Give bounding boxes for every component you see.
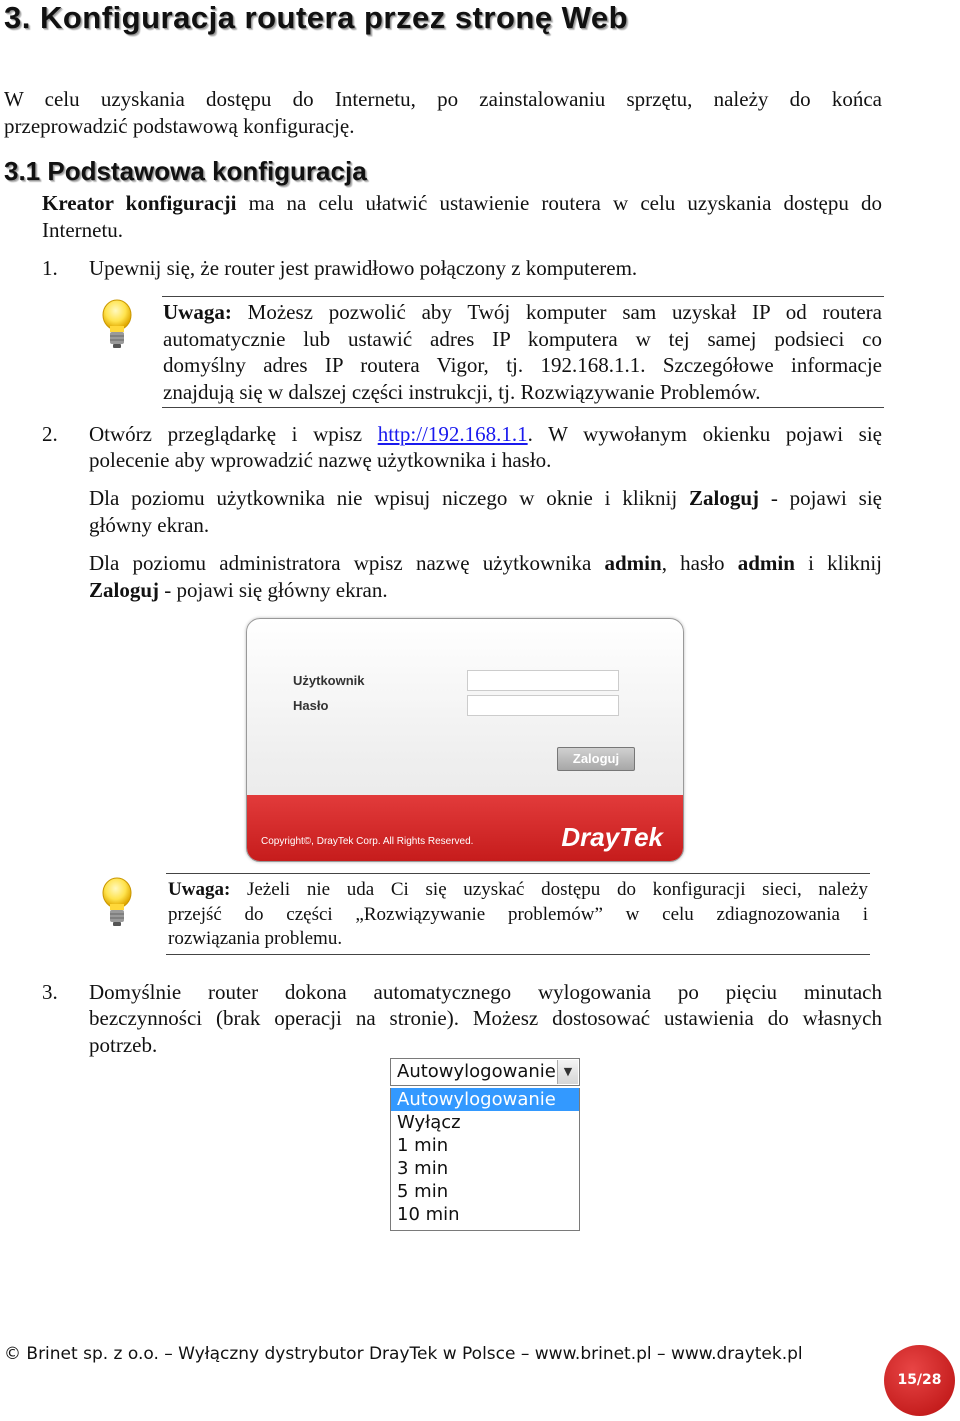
step-2-para-3-bold-1: admin — [604, 551, 662, 575]
dropdown-options-list — [390, 1088, 580, 1231]
step-3-line-2: bezczynności (brak operacji na stronie). Możesz dostosować ustawienia do własnych — [89, 1006, 882, 1030]
step-2-para-3-bold-2: admin — [737, 551, 795, 575]
note-2-text-1: Jeżeli nie uda Ci się uzyskać dostępu do konfiguracji sieci, należy — [230, 879, 868, 900]
dropdown-option[interactable]: 5 min — [397, 1181, 449, 1202]
dropdown-option[interactable]: Wyłącz — [397, 1112, 461, 1133]
note-1-bottom-rule — [162, 407, 884, 408]
step-2-para-3-mid: , hasło — [661, 551, 738, 575]
step-2-para-3 — [89, 550, 882, 577]
note-1-label: Uwaga: — [163, 300, 232, 324]
note-2-line-3: rozwiązania problemu. — [168, 928, 343, 949]
intro-line-1: W celu uzyskania dostępu do Internetu, po zainstalowaniu sprzętu, należy do końca — [4, 87, 882, 111]
step-2-text: Otwórz przeglądarkę i wpisz — [89, 422, 378, 446]
step-1-number: 1. — [42, 256, 58, 280]
step-2-para-2-bold: Zaloguj — [689, 486, 760, 510]
draytek-logo: DrayTek — [561, 822, 663, 852]
note-2-line-2: przejść do części „Rozwiązywanie problemów” w celu zdiagnozowania i — [168, 904, 868, 925]
note-1-line-4: znajdują się w dalszej części instrukcji, tj. Rozwiązywanie Problemów. — [163, 380, 761, 404]
step-2-para-3-bold-3: Zaloguj — [89, 578, 160, 602]
note-1-line-1 — [163, 299, 882, 326]
chevron-down-icon[interactable]: ▼ — [557, 1060, 578, 1084]
step-2-para-3-text: Dla poziomu administratora wpisz nazwę użytkownika — [89, 551, 605, 575]
auto-logout-dropdown[interactable] — [390, 1058, 580, 1231]
step-2-number: 2. — [42, 422, 58, 446]
note-1-line-3: domyślny adres IP routera Vigor, tj. 192.168.1.1. Szczegółowe informacje — [163, 353, 882, 377]
page-number-badge: 15/28 — [884, 1345, 955, 1416]
section-title: 3.1 Podstawowa konfiguracja — [4, 156, 367, 186]
section-lead-line-2: Internetu. — [42, 218, 124, 242]
dropdown-option[interactable]: 1 min — [397, 1135, 449, 1156]
login-screenshot — [246, 618, 684, 862]
note-2-label: Uwaga: — [168, 879, 231, 900]
step-3-line-1: Domyślnie router dokona automatycznego wylogowania po pięciu minutach — [89, 980, 882, 1004]
note-1-text-1: Możesz pozwolić aby Twój komputer sam uzyskał IP od routera — [231, 300, 882, 324]
step-3-line-3: potrzeb. — [89, 1033, 158, 1057]
login-footer-bar — [247, 795, 683, 861]
page-heading: 3. Konfiguracja routera przez stronę Web — [4, 0, 629, 35]
note-1-line-2: automatycznie lub ustawić adres IP komputera w tej samej podsieci co — [163, 327, 882, 351]
dropdown-option[interactable]: 10 min — [397, 1204, 460, 1225]
section-lead-text: ma na celu ułatwić ustawienie routera w celu uzyskania dostępu do — [236, 191, 883, 215]
step-2-para-2-after: - pojawi się — [759, 486, 882, 510]
intro-line-2: przeprowadzić podstawową konfigurację. — [4, 114, 355, 138]
login-button[interactable]: Zaloguj — [557, 747, 635, 771]
dropdown-selected-value: Autowylogowanie — [397, 1061, 556, 1082]
note-2-line-1 — [168, 877, 868, 902]
section-lead-bold: Kreator konfiguracji — [42, 191, 237, 215]
auto-logout-select[interactable] — [390, 1058, 580, 1086]
lightbulb-icon — [100, 876, 134, 933]
dropdown-option[interactable]: Autowylogowanie — [391, 1088, 579, 1111]
password-input[interactable] — [467, 695, 619, 716]
dropdown-option[interactable]: 3 min — [397, 1158, 449, 1179]
step-2-text-after: . W wywołanym okienku pojawi się — [527, 422, 882, 446]
step-1-text: Upewnij się, że router jest prawidłowo połączony z komputerem. — [89, 256, 638, 280]
step-2-para-3-after: i kliknij — [794, 551, 882, 575]
step-2-line-1 — [89, 421, 882, 448]
login-copyright: Copyright©, DrayTek Corp. All Rights Reserved. — [261, 836, 474, 847]
step-2-para-3-line-2-text: - pojawi się główny ekran. — [159, 578, 388, 602]
section-lead — [42, 190, 882, 217]
password-label: Hasło — [293, 698, 329, 713]
lightbulb-icon — [100, 298, 134, 355]
note-2-top-rule — [166, 873, 870, 874]
step-2-para-2-line-2: główny ekran. — [89, 513, 210, 537]
router-address-link[interactable]: http://192.168.1.1 — [377, 422, 528, 446]
username-input[interactable] — [467, 670, 619, 691]
page-footer: © Brinet sp. z o.o. – Wyłączny dystrybutor DrayTek w Polsce – www.brinet.pl – www.draytek.pl — [4, 1344, 803, 1364]
note-2-bottom-rule — [166, 954, 870, 955]
step-3-number: 3. — [42, 980, 58, 1004]
step-2-para-2-text: Dla poziomu użytkownika nie wpisuj niczego w oknie i kliknij — [89, 486, 690, 510]
note-1-top-rule — [162, 296, 884, 297]
step-2-para-3-line-2 — [89, 577, 882, 604]
username-label: Użytkownik — [293, 673, 365, 688]
step-2-line-2: polecenie aby wprowadzić nazwę użytkownika i hasło. — [89, 448, 552, 472]
step-2-para-2 — [89, 485, 882, 512]
